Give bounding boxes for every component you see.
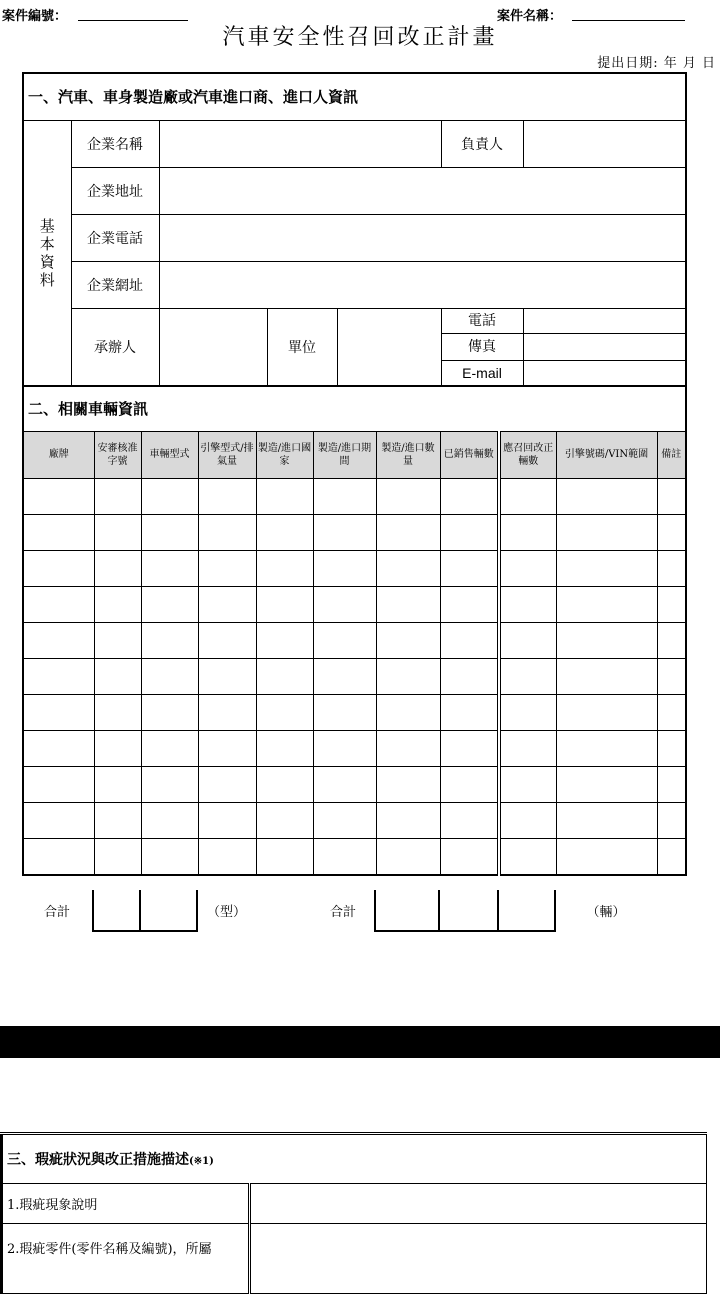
fax-input[interactable]: [524, 334, 686, 361]
vehicle-cell[interactable]: [23, 658, 94, 694]
phone-input[interactable]: [524, 309, 686, 334]
vehicle-cell[interactable]: [141, 802, 198, 838]
vehicle-cell[interactable]: [313, 658, 376, 694]
vehicle-cell[interactable]: [376, 694, 440, 730]
vehicle-cell[interactable]: [198, 622, 256, 658]
vehicle-row: [23, 514, 686, 550]
vehicle-row: [23, 694, 686, 730]
col-recall-count: 應召回改正輛數: [499, 431, 556, 478]
unit-input[interactable]: [337, 308, 441, 386]
vehicle-row: [23, 838, 686, 875]
total-quantity-input[interactable]: [375, 890, 439, 931]
vehicle-cell[interactable]: [256, 730, 313, 766]
vehicle-cell[interactable]: [313, 478, 376, 514]
total-sold-input[interactable]: [439, 890, 498, 931]
company-phone-input[interactable]: [159, 214, 686, 261]
vehicle-cell[interactable]: [499, 766, 556, 802]
vehicle-cell[interactable]: [313, 766, 376, 802]
vehicle-cell[interactable]: [23, 766, 94, 802]
vehicle-cell[interactable]: [256, 622, 313, 658]
vehicle-cell[interactable]: [94, 514, 141, 550]
section2-title: 二、相關車輛資訊: [23, 386, 686, 431]
vehicle-cell[interactable]: [256, 694, 313, 730]
vehicle-cell[interactable]: [657, 586, 686, 622]
vehicle-cell[interactable]: [376, 514, 440, 550]
vehicle-info-table: [22, 385, 687, 876]
vehicle-cell[interactable]: [23, 694, 94, 730]
vehicle-cell[interactable]: [556, 622, 657, 658]
vehicle-cell[interactable]: [313, 586, 376, 622]
vehicle-row: [23, 586, 686, 622]
vehicle-cell[interactable]: [440, 766, 499, 802]
contact-person-input[interactable]: [159, 308, 267, 386]
contact-person-label: 承辦人: [71, 308, 159, 386]
section3-title: 三、瑕疵狀況與改正措施描述(※1): [2, 1134, 707, 1184]
vehicle-row: [23, 802, 686, 838]
vehicle-cell[interactable]: [556, 694, 657, 730]
vehicle-cell[interactable]: [313, 694, 376, 730]
vehicle-cell[interactable]: [657, 694, 686, 730]
defect-part-label: 2.瑕疵零件(零件名稱及編號)，所屬: [2, 1224, 250, 1294]
vehicle-cell[interactable]: [141, 766, 198, 802]
vehicle-cell[interactable]: [657, 838, 686, 875]
vehicle-cell[interactable]: [556, 478, 657, 514]
case-name-field[interactable]: [572, 6, 685, 21]
vehicle-cell[interactable]: [23, 838, 94, 875]
vehicle-cell[interactable]: [657, 478, 686, 514]
vehicle-row: [23, 478, 686, 514]
company-address-input[interactable]: [159, 167, 686, 214]
vehicle-cell[interactable]: [657, 730, 686, 766]
vehicle-cell[interactable]: [141, 658, 198, 694]
basic-info-table: [22, 72, 687, 387]
vehicle-cell[interactable]: [141, 838, 198, 875]
vehicle-cell[interactable]: [94, 838, 141, 875]
vehicle-cell[interactable]: [198, 586, 256, 622]
vehicle-cell[interactable]: [94, 550, 141, 586]
vehicle-cell[interactable]: [256, 658, 313, 694]
company-phone-label: 企業電話: [71, 214, 159, 261]
vehicle-cell[interactable]: [556, 658, 657, 694]
vehicle-cell[interactable]: [141, 694, 198, 730]
vehicle-cell[interactable]: [94, 622, 141, 658]
vehicle-cell[interactable]: [198, 838, 256, 875]
defect-description-label: 1.瑕疵現象說明: [2, 1184, 250, 1224]
vehicle-cell[interactable]: [499, 514, 556, 550]
company-address-label: 企業地址: [71, 167, 159, 214]
vehicle-row: [23, 658, 686, 694]
vehicle-cell[interactable]: [23, 514, 94, 550]
section1-title: 一、汽車、車身製造廠或汽車進口商、進口人資訊: [23, 73, 686, 120]
defect-table: [0, 1132, 707, 1294]
vehicle-cell[interactable]: [313, 802, 376, 838]
vehicle-cell[interactable]: [376, 838, 440, 875]
vehicle-cell[interactable]: [440, 478, 499, 514]
totals-row: [22, 890, 685, 932]
type-unit: （型）: [206, 905, 246, 920]
vehicle-cell[interactable]: [313, 514, 376, 550]
company-web-label: 企業網址: [71, 261, 159, 308]
total-approval-input[interactable]: [93, 890, 140, 931]
vehicle-cell[interactable]: [256, 802, 313, 838]
vehicle-cell[interactable]: [440, 658, 499, 694]
vehicle-cell[interactable]: [556, 586, 657, 622]
unit-label: 單位: [267, 308, 337, 386]
col-engine-type: 引擎型式/排氣量: [198, 431, 256, 478]
company-name-input[interactable]: [159, 120, 441, 167]
vehicle-cell[interactable]: [94, 586, 141, 622]
vehicle-cell[interactable]: [556, 766, 657, 802]
fax-label: 傳真: [442, 334, 523, 361]
vehicle-cell[interactable]: [23, 478, 94, 514]
vehicle-cell[interactable]: [376, 586, 440, 622]
vehicle-cell[interactable]: [376, 766, 440, 802]
vehicle-cell[interactable]: [657, 802, 686, 838]
vehicle-cell[interactable]: [313, 622, 376, 658]
vehicle-cell[interactable]: [141, 622, 198, 658]
form-title: 汽車安全性召回改正計畫: [222, 25, 498, 50]
vehicle-cell[interactable]: [499, 550, 556, 586]
vehicle-cell[interactable]: [94, 478, 141, 514]
col-vehicle-type: 車輛型式: [141, 431, 198, 478]
vehicle-cell[interactable]: [198, 658, 256, 694]
vehicle-cell[interactable]: [440, 694, 499, 730]
vehicle-cell[interactable]: [499, 730, 556, 766]
vehicle-row: [23, 766, 686, 802]
vehicle-cell[interactable]: [313, 838, 376, 875]
vehicle-cell[interactable]: [440, 514, 499, 550]
vehicle-cell[interactable]: [376, 622, 440, 658]
col-quantity: 製造/進口數量: [376, 431, 440, 478]
vehicle-cell[interactable]: [141, 550, 198, 586]
phone-label: 電話: [442, 309, 523, 334]
vehicle-cell[interactable]: [141, 586, 198, 622]
vehicle-row: [23, 550, 686, 586]
col-sold: 已銷售輛數: [440, 431, 499, 478]
vehicle-cell[interactable]: [556, 730, 657, 766]
vehicle-cell[interactable]: [198, 478, 256, 514]
vehicle-cell[interactable]: [657, 766, 686, 802]
vehicle-cell[interactable]: [657, 514, 686, 550]
total-type-input[interactable]: [140, 890, 197, 931]
vehicle-cell[interactable]: [94, 802, 141, 838]
vehicle-unit: （輛）: [586, 905, 626, 920]
vehicle-cell[interactable]: [376, 478, 440, 514]
responsible-label: 負責人: [441, 120, 523, 167]
vehicle-cell[interactable]: [440, 802, 499, 838]
vehicle-cell[interactable]: [657, 622, 686, 658]
vehicle-cell[interactable]: [198, 514, 256, 550]
vehicle-cell[interactable]: [499, 622, 556, 658]
basic-info-side-label: 基本資料: [23, 120, 71, 386]
vehicle-cell[interactable]: [499, 838, 556, 875]
vehicle-cell[interactable]: [376, 550, 440, 586]
total-label-left: 合計: [43, 905, 70, 920]
col-country: 製造/進口國家: [256, 431, 313, 478]
case-number-label: 案件編號：: [2, 9, 68, 24]
vehicle-cell[interactable]: [23, 550, 94, 586]
vehicle-cell[interactable]: [23, 802, 94, 838]
vehicle-cell[interactable]: [376, 730, 440, 766]
company-name-label: 企業名稱: [71, 120, 159, 167]
vehicle-cell[interactable]: [313, 550, 376, 586]
vehicle-cell[interactable]: [499, 658, 556, 694]
vehicle-cell[interactable]: [141, 514, 198, 550]
vehicle-cell[interactable]: [141, 730, 198, 766]
col-approval-no: 安審核准字號: [94, 431, 141, 478]
vehicle-cell[interactable]: [198, 802, 256, 838]
defect-part-input[interactable]: [250, 1224, 707, 1294]
vehicle-cell[interactable]: [499, 802, 556, 838]
col-vin-range: 引擎號碼/VIN範圍: [556, 431, 657, 478]
col-period: 製造/進口期間: [313, 431, 376, 478]
email-input[interactable]: [524, 361, 686, 385]
vehicle-cell[interactable]: [556, 550, 657, 586]
vehicle-cell[interactable]: [657, 550, 686, 586]
submission-date: 提出日期: 年 月 日: [597, 56, 716, 71]
vehicle-cell[interactable]: [198, 730, 256, 766]
total-recall-input[interactable]: [498, 890, 555, 931]
vehicle-cell[interactable]: [376, 802, 440, 838]
email-label: E-mail: [462, 364, 502, 381]
vehicle-cell[interactable]: [256, 586, 313, 622]
vehicle-cell[interactable]: [141, 478, 198, 514]
vehicle-cell[interactable]: [499, 694, 556, 730]
vehicle-cell[interactable]: [440, 730, 499, 766]
vehicle-cell[interactable]: [440, 622, 499, 658]
vehicle-cell[interactable]: [256, 766, 313, 802]
vehicle-cell[interactable]: [256, 838, 313, 875]
vehicle-cell[interactable]: [94, 730, 141, 766]
col-brand: 廠牌: [23, 431, 94, 478]
vehicle-cell[interactable]: [440, 586, 499, 622]
vehicle-cell[interactable]: [23, 586, 94, 622]
vehicle-cell[interactable]: [556, 514, 657, 550]
vehicle-cell[interactable]: [23, 622, 94, 658]
vehicle-cell[interactable]: [313, 730, 376, 766]
vehicle-cell[interactable]: [499, 478, 556, 514]
vehicle-cell[interactable]: [440, 550, 499, 586]
vehicle-cell[interactable]: [556, 802, 657, 838]
vehicle-cell[interactable]: [256, 550, 313, 586]
page-separator: [0, 1026, 720, 1058]
vehicle-cell[interactable]: [23, 730, 94, 766]
company-web-input[interactable]: [159, 261, 686, 308]
total-label-mid: 合計: [329, 905, 356, 920]
vehicle-cell[interactable]: [94, 766, 141, 802]
vehicle-cell[interactable]: [440, 838, 499, 875]
col-remarks: 備註: [657, 431, 686, 478]
vehicle-cell[interactable]: [256, 478, 313, 514]
vehicle-cell[interactable]: [198, 550, 256, 586]
vehicle-cell[interactable]: [256, 514, 313, 550]
vehicle-row: [23, 730, 686, 766]
vehicle-cell[interactable]: [94, 694, 141, 730]
vehicle-cell[interactable]: [556, 838, 657, 875]
vehicle-cell[interactable]: [376, 658, 440, 694]
vehicle-cell[interactable]: [499, 586, 556, 622]
case-number-field[interactable]: [78, 6, 188, 21]
vehicle-cell[interactable]: [94, 658, 141, 694]
vehicle-cell[interactable]: [198, 694, 256, 730]
vehicle-cell[interactable]: [657, 658, 686, 694]
vehicle-row: [23, 622, 686, 658]
case-name-label: 案件名稱：: [497, 9, 563, 24]
defect-description-input[interactable]: [250, 1184, 707, 1224]
vehicle-cell[interactable]: [198, 766, 256, 802]
responsible-input[interactable]: [523, 120, 686, 167]
